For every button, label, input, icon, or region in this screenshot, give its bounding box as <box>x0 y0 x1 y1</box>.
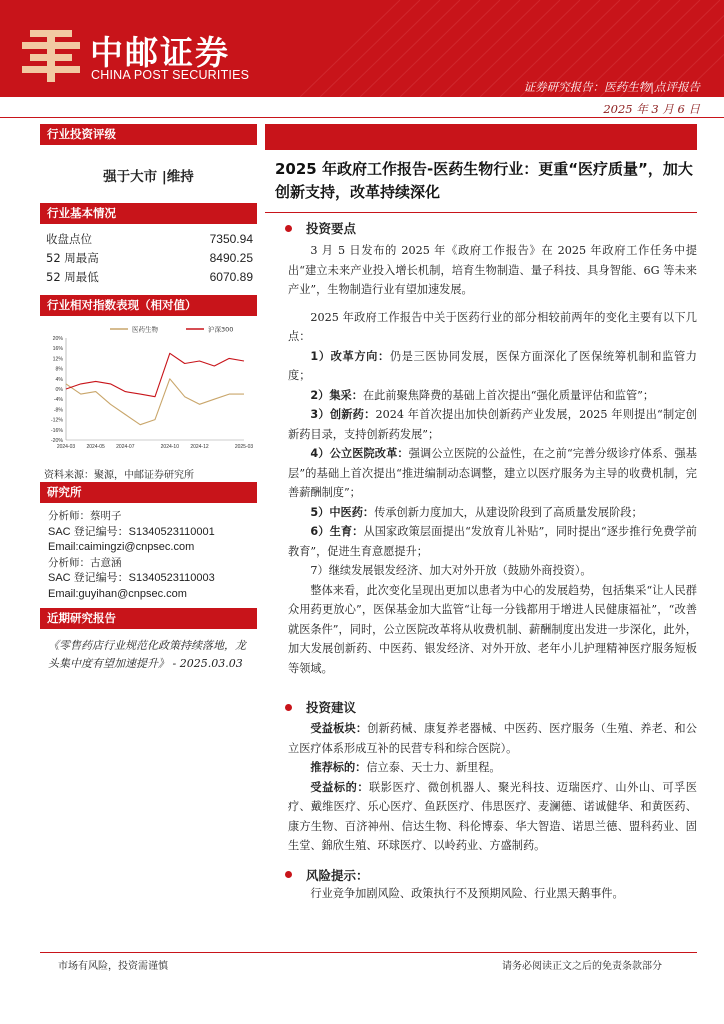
recent-report-link[interactable]: 《零售药店行业规范化政策持续落地，龙头集中度有望加速提升》 - 2025.03.03 <box>48 639 246 670</box>
highlights-heading <box>265 219 697 237</box>
footer-divider <box>40 952 697 953</box>
x-tick-label: 2024-05 <box>86 444 105 450</box>
page-header <box>0 0 724 97</box>
analyst-sac: SAC 登记编号：S1340523110003 <box>48 572 215 584</box>
footer-disclaimer: 市场有风险，投资需谨慎 <box>58 961 168 972</box>
y-tick-label: -20% <box>50 438 63 444</box>
y-tick-label: 20% <box>52 336 63 342</box>
basics-row <box>40 230 257 249</box>
item-label: 1）改革方向： <box>310 349 390 363</box>
list-item <box>265 522 697 561</box>
y-tick-label: 16% <box>52 346 63 353</box>
title-red-bar <box>265 124 697 150</box>
advice-item <box>265 719 697 758</box>
risk-heading <box>265 866 697 884</box>
legend-label: 医药生物 <box>132 325 158 334</box>
chart-source: 资料来源：聚源，中邮证券研究所 <box>44 470 194 481</box>
main-content <box>265 124 697 903</box>
item-text: 创新药械、康复养老器械、中医药、医疗服务（生殖、养老、和公立医疗体系形成互补的民营专科和综合医院）。 <box>288 722 697 755</box>
list-item <box>265 503 697 523</box>
y-tick-label: 4% <box>55 376 63 383</box>
item-text: 联影医疗、微创机器人、聚光科技、迈瑞医疗、山外山、可孚医疗、戴维医疗、乐心医疗、鱼跃医疗、伟思医疗、麦澜德、诺诚健华、和黄医药、康方生物、百济神州、信达生物、科伦博泰、华大智造、诺思兰德、盟科药业、固生堂、錦欣生殖、环球医疗、以岭药业、方盛制药。 <box>288 780 697 852</box>
paragraph: 整体来看，此次变化呈现出更加以患者为中心的发展趋势，包括集采“让人民群众用药更放心”，医保基金加大监管“让每一分钱都用于增进人民健康福祉”，“改善就医条件”，同时，公立医院改革将从收费机制、薪酬制度出发进一步深化，此外，加大发展创新药、中医药、银发经济、对外开放、老年小儿护理精神医疗服务短板等领域。 <box>288 583 697 675</box>
logo-chinese-name: 中邮证券 <box>90 33 230 72</box>
relative-index-chart <box>40 320 257 458</box>
basics-label: 收盘点位 <box>46 232 92 246</box>
y-tick-label: -16% <box>50 427 63 434</box>
report-date: 2025 年 3 月 6 日 <box>603 102 700 116</box>
analyst-name: 分析师：古意涵 <box>48 556 122 569</box>
item-label: 3）创新药： <box>310 408 376 421</box>
analyst-email[interactable]: Email:caimingzi@cnpsec.com <box>48 541 195 553</box>
series-line <box>66 353 244 396</box>
analyst-list <box>40 503 257 608</box>
y-tick-label: -8% <box>53 407 63 414</box>
logo-english-name: CHINA POST SECURITIES <box>91 68 250 82</box>
x-tick-label: 2024-07 <box>116 444 135 450</box>
report-type: 证券研究报告：医药生物|点评报告 <box>523 80 700 94</box>
legend-label: 沪深300 <box>208 325 234 334</box>
advice-heading <box>265 698 697 716</box>
rating-section-title: 行业投资评级 <box>40 124 257 145</box>
analyst-sac: SAC 登记编号：S1340523110001 <box>48 525 215 538</box>
x-tick-label: 2024-12 <box>190 444 209 450</box>
bullet-dot-icon <box>285 225 292 232</box>
bullet-dot-icon <box>285 871 292 878</box>
basics-label: 52 周最高 <box>46 251 99 265</box>
analyst-name: 分析师：蔡明子 <box>48 510 122 522</box>
y-tick-label: 12% <box>52 356 63 363</box>
item-label: 受益板块： <box>310 722 368 735</box>
report-title: 2025 年政府工作报告-医药生物行业：更重“医疗质量”，加大创新支持，改革持续深化 <box>275 160 693 201</box>
item-label: 6）生育： <box>310 525 364 538</box>
chart-svg <box>40 320 257 458</box>
highlights-title: 投资要点 <box>306 221 357 236</box>
advice-item <box>265 778 697 856</box>
item-label: 推荐标的： <box>310 761 367 774</box>
x-tick-label: 2024-10 <box>160 444 180 450</box>
analyst-email[interactable]: Email:guyihan@cnpsec.com <box>48 587 187 600</box>
item-text: 信立泰、天士力、新里程。 <box>366 761 501 774</box>
list-item: 7）继续发展银发经济、加大对外开放（鼓励外商投资）。 <box>310 564 592 577</box>
basics-label: 52 周最低 <box>46 270 99 284</box>
item-label: 5）中医药： <box>310 505 375 519</box>
advice-item <box>265 758 697 778</box>
item-text: 强调公立医院的公益性，在之前“完善分级诊疗体系、强基层”的基础上首次提出“推进编制动态调整，建立以医疗服务为主导的收费机制，完善薪酬制度”； <box>288 447 697 499</box>
chart-section-title: 行业相对指数表现（相对值） <box>40 295 257 316</box>
item-text: 2024 年首次提出加快创新药产业发展，2025 年则提出“制定创新药目录，支持创新药发展”； <box>288 408 697 441</box>
y-tick-label: 0% <box>55 387 63 393</box>
basics-value: 6070.89 <box>209 270 253 284</box>
series-line <box>66 379 244 425</box>
item-label: 2）集采： <box>310 388 363 402</box>
item-text: 从国家政策层面提出“发放育儿补贴”，同时提出“逐步推行免费学前教育”，促进生育意愿提升； <box>288 525 697 558</box>
y-tick-label: -4% <box>53 397 63 404</box>
basics-section-title: 行业基本情况 <box>40 203 257 224</box>
recent-reports-title: 近期研究报告 <box>40 608 257 629</box>
item-label: 4）公立医院改革： <box>310 447 409 460</box>
y-tick-label: 8% <box>55 366 63 373</box>
basics-value: 7350.94 <box>209 232 253 246</box>
left-sidebar <box>40 124 257 673</box>
item-text: 在此前聚焦降费的基础上首次提出“强化质量评估和监管”； <box>362 388 655 402</box>
title-divider <box>265 212 697 213</box>
bullet-dot-icon <box>285 704 292 711</box>
item-text: 传承创新力度加大，从建设阶段到了高质量发展阶段； <box>374 505 643 519</box>
risk-text: 行业竞争加剧风险、政策执行不及预期风险、行业黑天鹅事件。 <box>310 886 624 900</box>
item-label: 受益标的： <box>310 780 370 794</box>
china-post-logo-icon <box>20 24 82 86</box>
paragraph: 2025 年政府工作报告中关于医药行业的部分相较前两年的变化主要有以下几点： <box>288 310 697 343</box>
basics-value: 8490.25 <box>209 251 253 265</box>
y-tick-label: -12% <box>50 417 63 424</box>
x-tick-label: 2024-03 <box>56 444 76 450</box>
paragraph: 3 月 5 日发布的 2025 年《政府工作报告》在 2025 年政府工作任务中提出“建立未来产业投入增长机制，培育生物制造、量子科技、具身智能、6G 等未来产业”，生物制造行业有望加速发展。 <box>288 244 697 296</box>
header-divider <box>0 117 724 118</box>
list-item <box>265 444 697 503</box>
item-text: 仍是三医协同发展，医保方面深化了医保统筹机制和监管力度； <box>288 349 697 382</box>
list-item <box>265 405 697 444</box>
basics-row <box>40 249 257 268</box>
x-tick-label: 2025-03 <box>234 444 254 450</box>
risk-title: 风险提示： <box>306 867 369 883</box>
list-item <box>265 386 697 406</box>
advice-title: 投资建议 <box>306 700 357 715</box>
list-item <box>265 347 697 386</box>
research-section-title: 研究所 <box>40 482 257 503</box>
footer-notice: 请务必阅读正文之后的免责条款部分 <box>502 961 662 972</box>
basics-row <box>40 268 257 287</box>
rating-value: 强于大市 |维持 <box>103 169 194 185</box>
